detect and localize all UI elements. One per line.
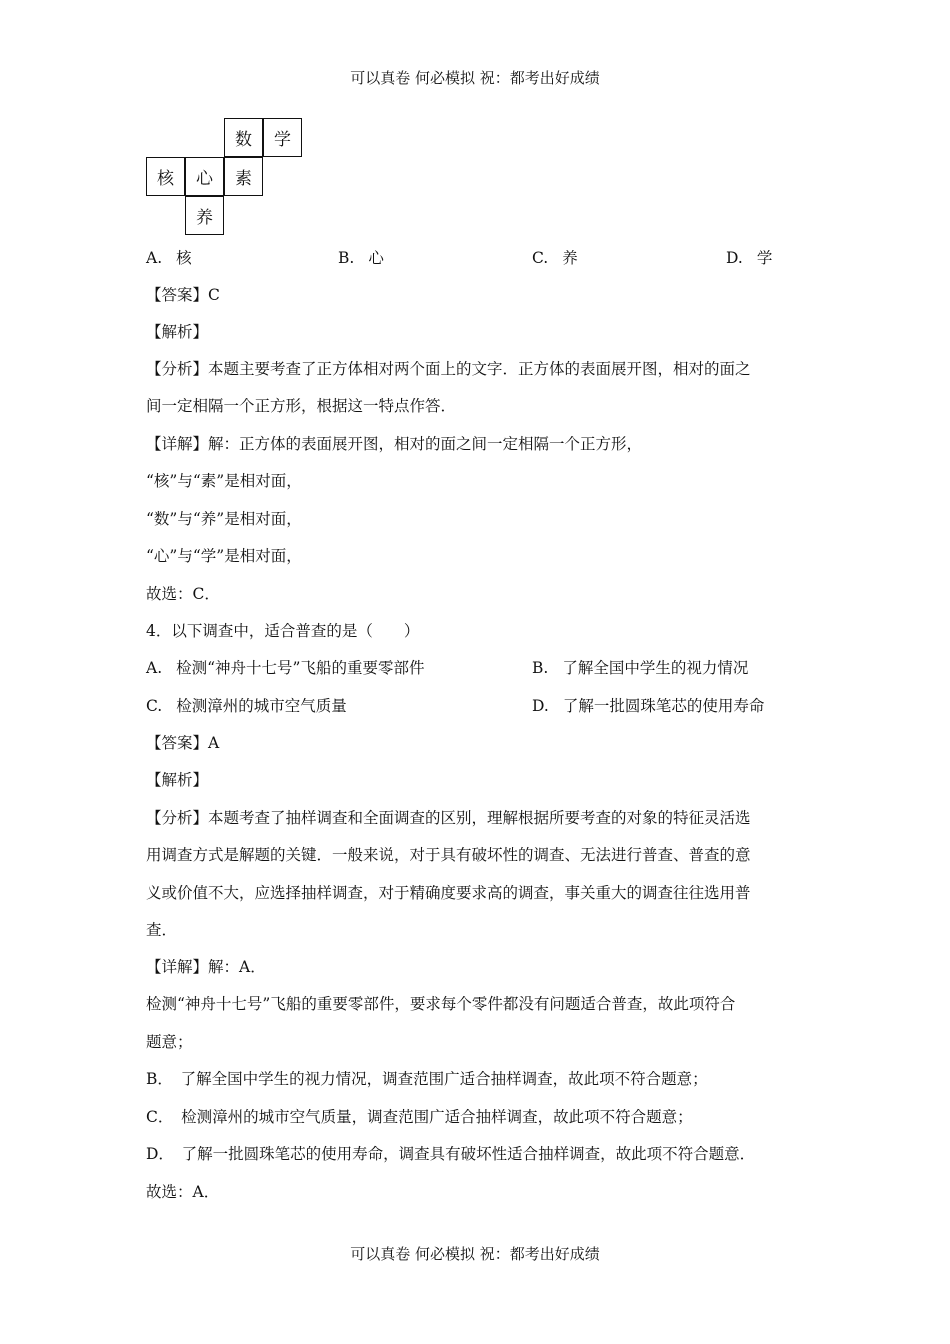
q3-fenxi-line: 间一定相隔一个正方形，根据这一特点作答． bbox=[146, 397, 457, 415]
net-cell: 素 bbox=[224, 157, 263, 196]
net-cell: 核 bbox=[146, 157, 185, 196]
net-cell: 数 bbox=[224, 118, 263, 157]
option-text: 养 bbox=[562, 249, 578, 267]
q4-analysis-label: 【解析】 bbox=[146, 771, 209, 789]
q4-explain-a: 检测“神舟十七号”飞船的重要零部件，要求每个零件都没有问题适合普查，故此项符合 bbox=[146, 995, 736, 1013]
q3-pair-line: “心”与“学”是相对面， bbox=[146, 547, 302, 565]
page-header: 可以真卷 何必模拟 祝：都考出好成绩 bbox=[350, 69, 600, 87]
net-cell: 学 bbox=[263, 118, 302, 157]
page-footer: 可以真卷 何必模拟 祝：都考出好成绩 bbox=[350, 1245, 600, 1263]
q3-fenxi-line: 【分析】本题主要考查了正方体相对两个面上的文字．正方体的表面展开图，相对的面之 bbox=[146, 360, 751, 378]
option-letter: D. bbox=[532, 697, 549, 715]
option-letter: B. bbox=[338, 249, 355, 267]
q3-option-b bbox=[338, 247, 384, 269]
option-text: 学 bbox=[756, 249, 773, 267]
q4-choose: 故选：A． bbox=[146, 1183, 220, 1201]
option-letter: A. bbox=[146, 659, 163, 677]
option-text: 检测漳州的城市空气质量 bbox=[176, 697, 347, 715]
option-letter: D. bbox=[726, 249, 743, 267]
q4-option-a bbox=[146, 657, 424, 679]
q3-choose: 故选：C． bbox=[146, 585, 220, 603]
q3-analysis-label: 【解析】 bbox=[146, 323, 209, 341]
option-letter: C. bbox=[146, 697, 163, 715]
option-letter: A. bbox=[146, 249, 163, 267]
q3-answer: 【答案】C bbox=[146, 286, 220, 304]
q3-option-c bbox=[532, 247, 578, 269]
q4-option-d bbox=[532, 695, 764, 717]
q4-option-c bbox=[146, 695, 347, 717]
q3-option-d bbox=[726, 247, 772, 269]
q4-fenxi-line: 【分析】本题考查了抽样调查和全面调查的区别，理解根据所要考查的对象的特征灵活选 bbox=[146, 809, 751, 827]
option-text: 了解一批圆珠笔芯的使用寿命 bbox=[562, 697, 765, 715]
q4-answer: 【答案】A bbox=[146, 734, 220, 752]
q3-option-a bbox=[146, 247, 192, 269]
option-letter: C. bbox=[532, 249, 549, 267]
q4-option-b bbox=[532, 657, 748, 679]
option-letter: B. bbox=[532, 659, 549, 677]
option-text: 心 bbox=[368, 249, 384, 267]
q4-fenxi-line: 用调查方式是解题的关键．一般来说，对于具有破坏性的调查、无法进行普查、普查的意 bbox=[146, 846, 751, 864]
option-text: 了解全国中学生的视力情况 bbox=[562, 659, 749, 677]
q4-explain-d: D． 了解一批圆珠笔芯的使用寿命，调查具有破坏性适合抽样调查，故此项不符合题意． bbox=[146, 1145, 756, 1163]
q3-pair-line: “核”与“素”是相对面， bbox=[146, 472, 302, 490]
q3-xiangjie: 【详解】解：正方体的表面展开图，相对的面之间一定相隔一个正方形， bbox=[146, 435, 643, 453]
q4-explain-c: C． 检测漳州的城市空气质量，调查范围广适合抽样调查，故此项不符合题意； bbox=[146, 1108, 693, 1126]
q4-xiangjie: 【详解】解：A． bbox=[146, 958, 266, 976]
net-cell: 心 bbox=[185, 157, 224, 196]
option-text: 检测“神舟十七号”飞船的重要零部件 bbox=[176, 659, 425, 677]
net-cell: 养 bbox=[185, 196, 224, 235]
q4-explain-a: 题意； bbox=[146, 1033, 193, 1051]
q3-pair-line: “数”与“养”是相对面， bbox=[146, 510, 302, 528]
q4-stem: 4．以下调查中，适合普查的是（ ） bbox=[146, 622, 420, 640]
q4-fenxi-line: 查． bbox=[146, 921, 178, 939]
option-text: 核 bbox=[176, 249, 192, 267]
q4-fenxi-line: 义或价值不大，应选择抽样调查，对于精确度要求高的调查，事关重大的调查往往选用普 bbox=[146, 884, 751, 902]
q4-explain-b: B． 了解全国中学生的视力情况，调查范围广适合抽样调查，故此项不符合题意； bbox=[146, 1070, 708, 1088]
